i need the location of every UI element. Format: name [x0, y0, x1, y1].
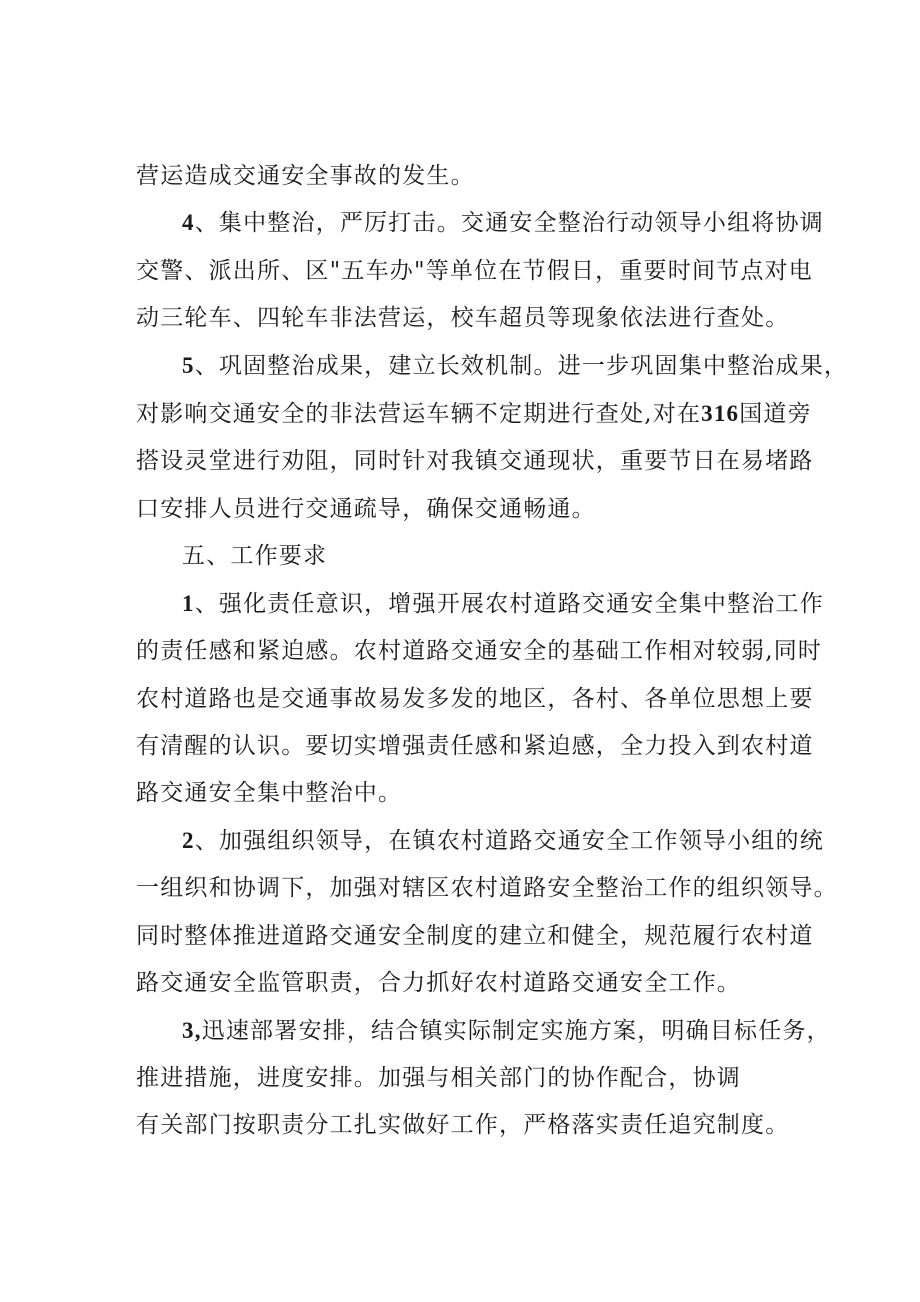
line-text: 、加强组织领导，在镇农村道路交通安全工作领导小组的统	[194, 828, 824, 854]
line-text: 动三轮车、四轮车非法营运，校车超员等现象依法进行查处。	[136, 305, 790, 331]
item-number: 5	[182, 353, 195, 378]
item-2-heading	[182, 826, 824, 856]
line-text: 营运造成交通安全事故的发生。	[136, 163, 475, 189]
text-line	[136, 161, 475, 191]
text-line	[136, 399, 812, 429]
item-number: 2	[182, 828, 195, 853]
line-text: 、巩固整治成果，建立长效机制。进一步巩固集中整治成果，	[194, 353, 849, 379]
text-line	[136, 921, 814, 951]
item-5-heading	[182, 351, 848, 381]
line-text: 的责任感和紧迫感。农村道路交通安全的基础工作相对较弱,同时	[136, 638, 823, 664]
line-text: 有关部门按职责分工扎实做好工作，严格落实责任追究制度。	[136, 1112, 790, 1138]
line-text: 国道旁	[739, 401, 812, 427]
line-text: 迅速部署安排，结合镇实际制定实施方案，明确目标任务，	[201, 1018, 831, 1044]
text-line	[136, 778, 402, 808]
text-line	[136, 303, 789, 333]
route-number: 316	[701, 401, 740, 426]
item-number: 1	[182, 591, 195, 616]
text-line	[136, 968, 741, 998]
item-4-heading	[182, 208, 824, 238]
line-text: 交警、派出所、区"五车办"等单位在节假日，重要时间节点对电	[136, 258, 813, 284]
line-text: 路交通安全监管职责，合力抓好农村道路交通安全工作。	[136, 970, 741, 996]
item-number: 3,	[182, 1018, 202, 1043]
text-line	[136, 684, 814, 714]
line-text: 推进措施，进度安排。加强与相关部门的协作配合，协调	[136, 1065, 741, 1091]
text-line	[136, 494, 596, 524]
item-3-heading	[182, 1016, 831, 1046]
text-line	[136, 636, 822, 666]
item-number: 4	[182, 210, 195, 235]
line-text: 五、工作要求	[182, 543, 328, 569]
line-text: 一组织和协调下，加强对辖区农村道路安全整治工作的组织领导。	[136, 875, 838, 901]
line-text: 路交通安全集中整治中。	[136, 780, 403, 806]
section-heading	[182, 541, 327, 571]
text-line	[136, 256, 813, 286]
text-line	[136, 731, 814, 761]
text-line	[136, 1063, 741, 1093]
line-text: 同时整体推进道路交通安全制度的建立和健全，规范履行农村道	[136, 923, 814, 949]
line-text: 、集中整治，严厉打击。交通安全整治行动领导小组将协调	[194, 210, 824, 236]
text-line	[136, 1110, 789, 1140]
line-text: 搭设灵堂进行劝阻，同时针对我镇交通现状，重要节日在易堵路	[136, 448, 814, 474]
text-line	[136, 446, 814, 476]
line-text: 、强化责任意识，增强开展农村道路交通安全集中整治工作	[194, 591, 824, 617]
line-text: 对影响交通安全的非法营运车辆不定期进行查处,对在	[136, 401, 702, 427]
item-1-heading	[182, 589, 824, 619]
text-line	[136, 873, 838, 903]
line-text: 口安排人员进行交通疏导，确保交通畅通。	[136, 496, 596, 522]
line-text: 有清醒的认识。要切实增强责任感和紧迫感，全力投入到农村道	[136, 733, 814, 759]
line-text: 农村道路也是交通事故易发多发的地区，各村、各单位思想上要	[136, 686, 814, 712]
